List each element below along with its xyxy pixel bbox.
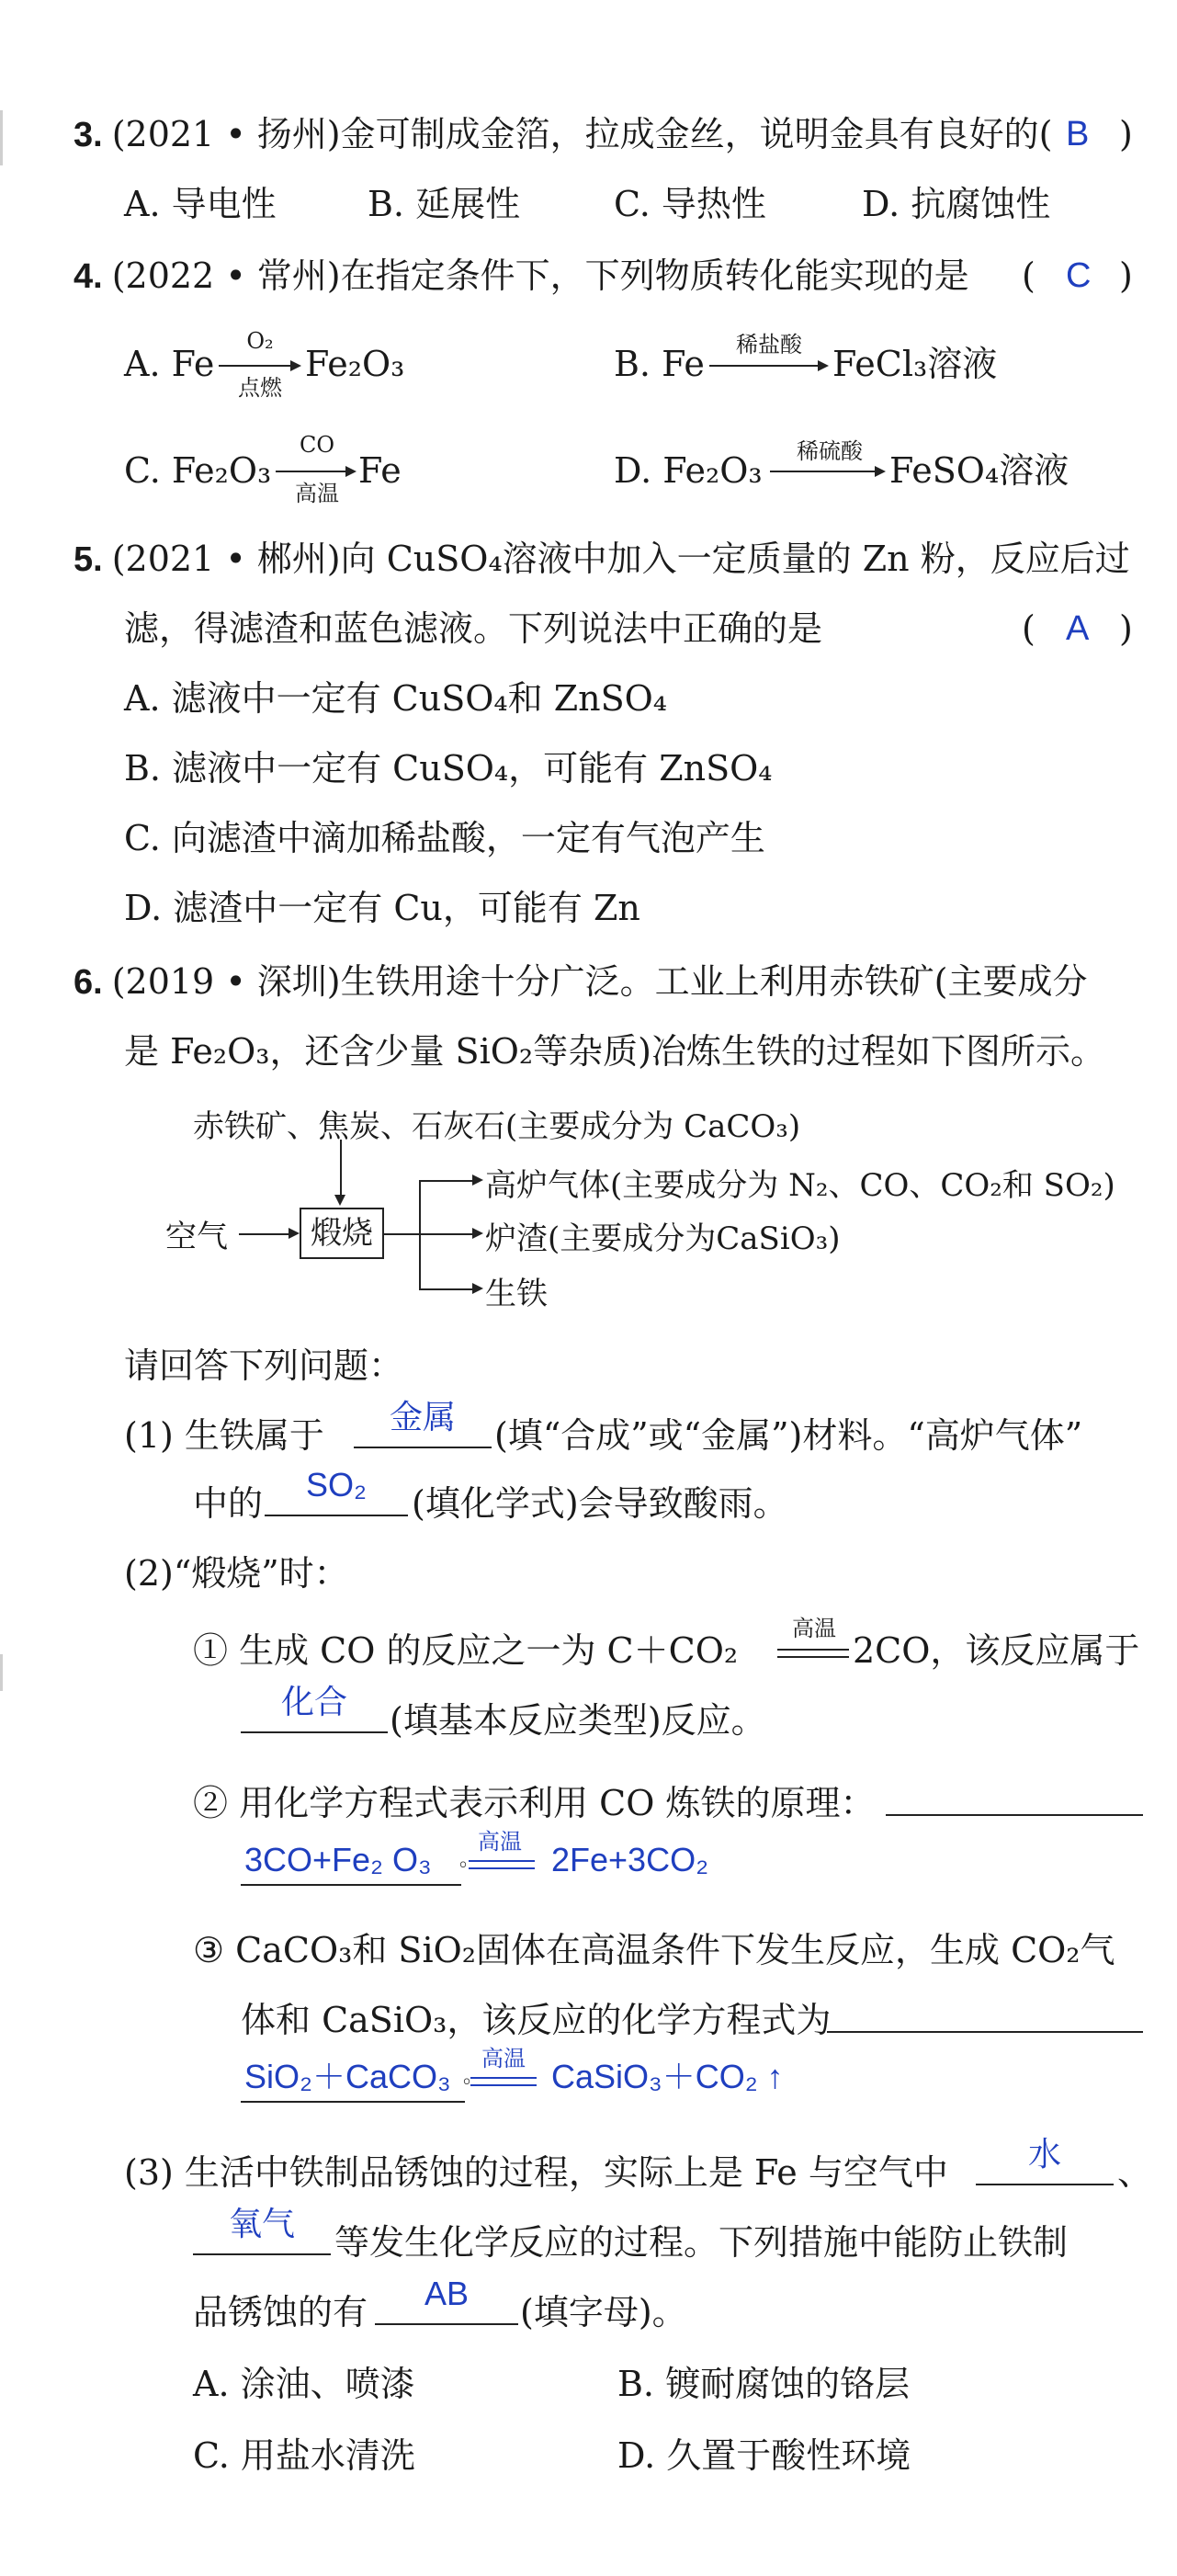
q4-option-c-condition-top: CO	[299, 432, 335, 458]
q3-stem	[74, 108, 1052, 161]
q3-number: 3.	[74, 116, 103, 154]
q6-p2-2: ② 用化学方程式表示利用 CO 炼铁的原理：	[193, 1783, 876, 1823]
q6-p1-answer-1: 金属	[389, 1398, 456, 1436]
flow-input-line	[340, 1140, 342, 1197]
q6-p3-answer-1: 水	[1027, 2135, 1061, 2173]
q6-p2-3-a: ③ CaCO₃和 SiO₂固体在高温条件下发生反应，生成 CO₂气	[193, 1930, 1115, 1970]
q4-option-d-arrow	[770, 471, 884, 472]
q3-answer: B	[1066, 115, 1090, 153]
q4-option-b-arrow	[709, 365, 827, 367]
q6-p3-line1: (3) 生活中铁制品锈蚀的过程，实际上是 Fe 与空气中	[124, 2152, 948, 2193]
q6-p3-option-c: C. 用盐水清洗	[193, 2435, 415, 2476]
q6-p2-3-period: 。	[463, 2065, 484, 2088]
q4-option-d-reactant: D. Fe₂O₃	[614, 450, 763, 491]
q6-stem-line1	[74, 956, 1087, 1008]
flow-output-gas: 高炉气体(主要成分为 N₂、CO、CO₂和 SO₂)	[485, 1167, 1115, 1204]
flow-calcination-box: 煅烧	[300, 1208, 384, 1259]
q6-p1-blank-2	[265, 1515, 408, 1516]
flow-branch-2	[419, 1233, 474, 1235]
q4-stem-text: (2022 • 常州)在指定条件下，下列物质转化能实现的是	[111, 255, 969, 296]
q4-option-a-product: Fe₂O₃	[305, 344, 405, 384]
q6-p2-1-equals	[777, 1649, 849, 1658]
q6-p3-separator: 、	[1117, 2152, 1153, 2193]
q6-stem-line2: 是 Fe₂O₃，还含少量 SiO₂等杂质)冶炼生铁的过程如下图所示。	[124, 1031, 1105, 1072]
q6-p2-2-answer-condition: 高温	[478, 1830, 522, 1855]
q6-p3-line3-b: (填字母)。	[520, 2292, 687, 2332]
q4-option-c-reactant: C. Fe₂O₃	[124, 450, 272, 491]
q6-p1-line2-b: (填化学式)会导致酸雨。	[412, 1483, 788, 1524]
q6-p2-1-condition: 高温	[792, 1616, 836, 1641]
q4-option-c-condition-bottom: 高温	[295, 481, 339, 506]
q6-p3-answer-3: AB	[424, 2275, 470, 2312]
q4-stem	[74, 250, 969, 302]
q6-p2-3-b: 体和 CaSiO₃，该反应的化学方程式为	[241, 2000, 832, 2040]
flow-input-arrowhead	[334, 1195, 345, 1206]
q4-option-a-condition-top: O₂	[246, 328, 274, 354]
q6-p2-1-b: 2CO，该反应属于	[853, 1630, 1140, 1671]
q3-stem-text: (2021 • 扬州)金可制成金箔，拉成金丝，说明金具有良好的(	[111, 114, 1053, 154]
q5-number: 5.	[74, 540, 103, 579]
margin-mark	[0, 110, 3, 165]
q6-p3-option-a: A. 涂油、喷漆	[193, 2364, 415, 2404]
q6-p3-line2: 等发生化学反应的过程。下列措施中能防止铁制	[334, 2222, 1069, 2263]
q4-open-paren: (	[1022, 255, 1036, 296]
q6-p2-3-answer-right: CaSiO₃＋CO₂ ↑	[551, 2058, 784, 2095]
q6-p1-line1-b: (填“合成”或“金属”)材料。“高炉气体”	[494, 1415, 1083, 1456]
q6-p2-heading: (2)“煅烧”时：	[124, 1553, 349, 1594]
q4-option-d-product: FeSO₄溶液	[889, 450, 1069, 491]
margin-mark	[0, 1654, 3, 1691]
q6-p2-3-blank-a	[827, 2031, 1143, 2033]
q5-open-paren: (	[1022, 608, 1036, 649]
flow-branch-stub	[382, 1233, 419, 1235]
q6-p3-option-b: B. 镀耐腐蚀的铬层	[617, 2364, 911, 2404]
q6-p2-2-answer-right: 2Fe+3CO₂	[551, 1841, 709, 1878]
q4-option-b-condition-top: 稀盐酸	[736, 332, 802, 357]
flow-branch-1-arrowhead	[472, 1175, 483, 1186]
q4-number: 4.	[74, 257, 103, 296]
q6-stem-text-1: (2019 • 深圳)生铁用途十分广泛。工业上利用赤铁矿(主要成分	[111, 961, 1088, 1002]
q3-close-paren: )	[1119, 114, 1133, 154]
q6-p2-3-answer-left: SiO₂＋CaCO₃	[244, 2058, 451, 2095]
q6-p3-blank-3	[375, 2323, 518, 2325]
q6-p2-2-answer-left: 3CO+Fe₂ O₃	[244, 1841, 432, 1878]
q6-p3-blank-1	[976, 2184, 1114, 2185]
q6-p2-3-answer-condition: 高温	[481, 2047, 526, 2071]
q6-p2-1-a: ① 生成 CO 的反应之一为 C＋CO₂	[193, 1630, 739, 1671]
q6-p3-answer-2: 氧气	[228, 2205, 295, 2242]
q4-option-a-arrow	[219, 365, 300, 367]
q3-option-b: B. 延展性	[368, 184, 521, 224]
q6-p2-2-blank-a	[886, 1814, 1143, 1816]
q6-number: 6.	[74, 963, 103, 1002]
q6-p1-line2-a: 中的	[193, 1483, 264, 1524]
q3-option-d: D. 抗腐蚀性	[862, 184, 1051, 224]
q4-option-c-product: Fe	[358, 450, 402, 491]
q5-stem-line1	[74, 533, 1130, 585]
q6-p2-2-period: 。	[459, 1848, 481, 1871]
q5-close-paren: )	[1119, 608, 1133, 649]
q5-stem-text-1: (2021 • 郴州)向 CuSO₄溶液中加入一定质量的 Zn 粉，反应后过	[111, 539, 1130, 579]
q4-answer: C	[1066, 256, 1092, 295]
flow-air-arrowhead	[289, 1228, 300, 1239]
q6-p2-3-blank-b	[241, 2101, 465, 2103]
flow-air-label: 空气	[165, 1219, 228, 1255]
q5-answer: A	[1066, 609, 1090, 648]
q5-option-c: C. 向滤渣中滴加稀盐酸，一定有气泡产生	[124, 818, 765, 858]
q4-close-paren: )	[1119, 255, 1133, 296]
q3-option-c: C. 导热性	[614, 184, 766, 224]
q6-prompt: 请回答下列问题：	[124, 1345, 404, 1386]
q3-option-a: A. 导电性	[124, 184, 277, 224]
flow-output-slag: 炉渣(主要成分为CaSiO₃)	[485, 1220, 841, 1257]
q6-p3-line3-a: 品锈蚀的有	[193, 2292, 368, 2332]
flow-branch-3-arrowhead	[472, 1283, 483, 1294]
q6-p1-answer-2: SO₂	[306, 1466, 367, 1504]
q6-p2-1-c: (填基本反应类型)反应。	[390, 1700, 766, 1741]
q4-option-b-product: FeCl₃溶液	[832, 344, 998, 384]
q6-p1-blank-1	[354, 1447, 492, 1448]
q4-option-d-condition-top: 稀硫酸	[797, 438, 863, 464]
q5-option-a: A. 滤液中一定有 CuSO₄和 ZnSO₄	[124, 678, 668, 719]
q5-stem-line2: 滤，得滤渣和蓝色滤液。下列说法中正确的是	[124, 608, 823, 649]
q4-option-c-arrow	[276, 471, 355, 472]
q5-option-d: D. 滤渣中一定有 Cu，可能有 Zn	[124, 888, 640, 928]
q6-p1-line1-a: (1) 生铁属于	[124, 1415, 324, 1456]
q6-p3-blank-2	[193, 2253, 331, 2255]
flow-inputs-label: 赤铁矿、焦炭、石灰石(主要成分为 CaCO₃)	[193, 1108, 801, 1145]
q6-p2-1-blank	[241, 1731, 388, 1733]
flow-air-line	[239, 1233, 290, 1235]
q4-option-a-reactant: A. Fe	[124, 344, 215, 384]
flow-branch-1	[419, 1180, 474, 1182]
flow-branch-2-arrowhead	[472, 1228, 483, 1239]
q6-p3-option-d: D. 久置于酸性环境	[617, 2435, 911, 2476]
q6-p2-1-answer: 化合	[280, 1683, 347, 1720]
q6-p2-2-blank-b	[241, 1884, 461, 1886]
q4-option-a-condition-bottom: 点燃	[238, 375, 282, 401]
q4-option-b-reactant: B. Fe	[614, 344, 705, 384]
flow-output-iron: 生铁	[485, 1276, 548, 1312]
flow-branch-3	[419, 1288, 474, 1290]
q5-option-b: B. 滤液中一定有 CuSO₄，可能有 ZnSO₄	[124, 748, 773, 789]
